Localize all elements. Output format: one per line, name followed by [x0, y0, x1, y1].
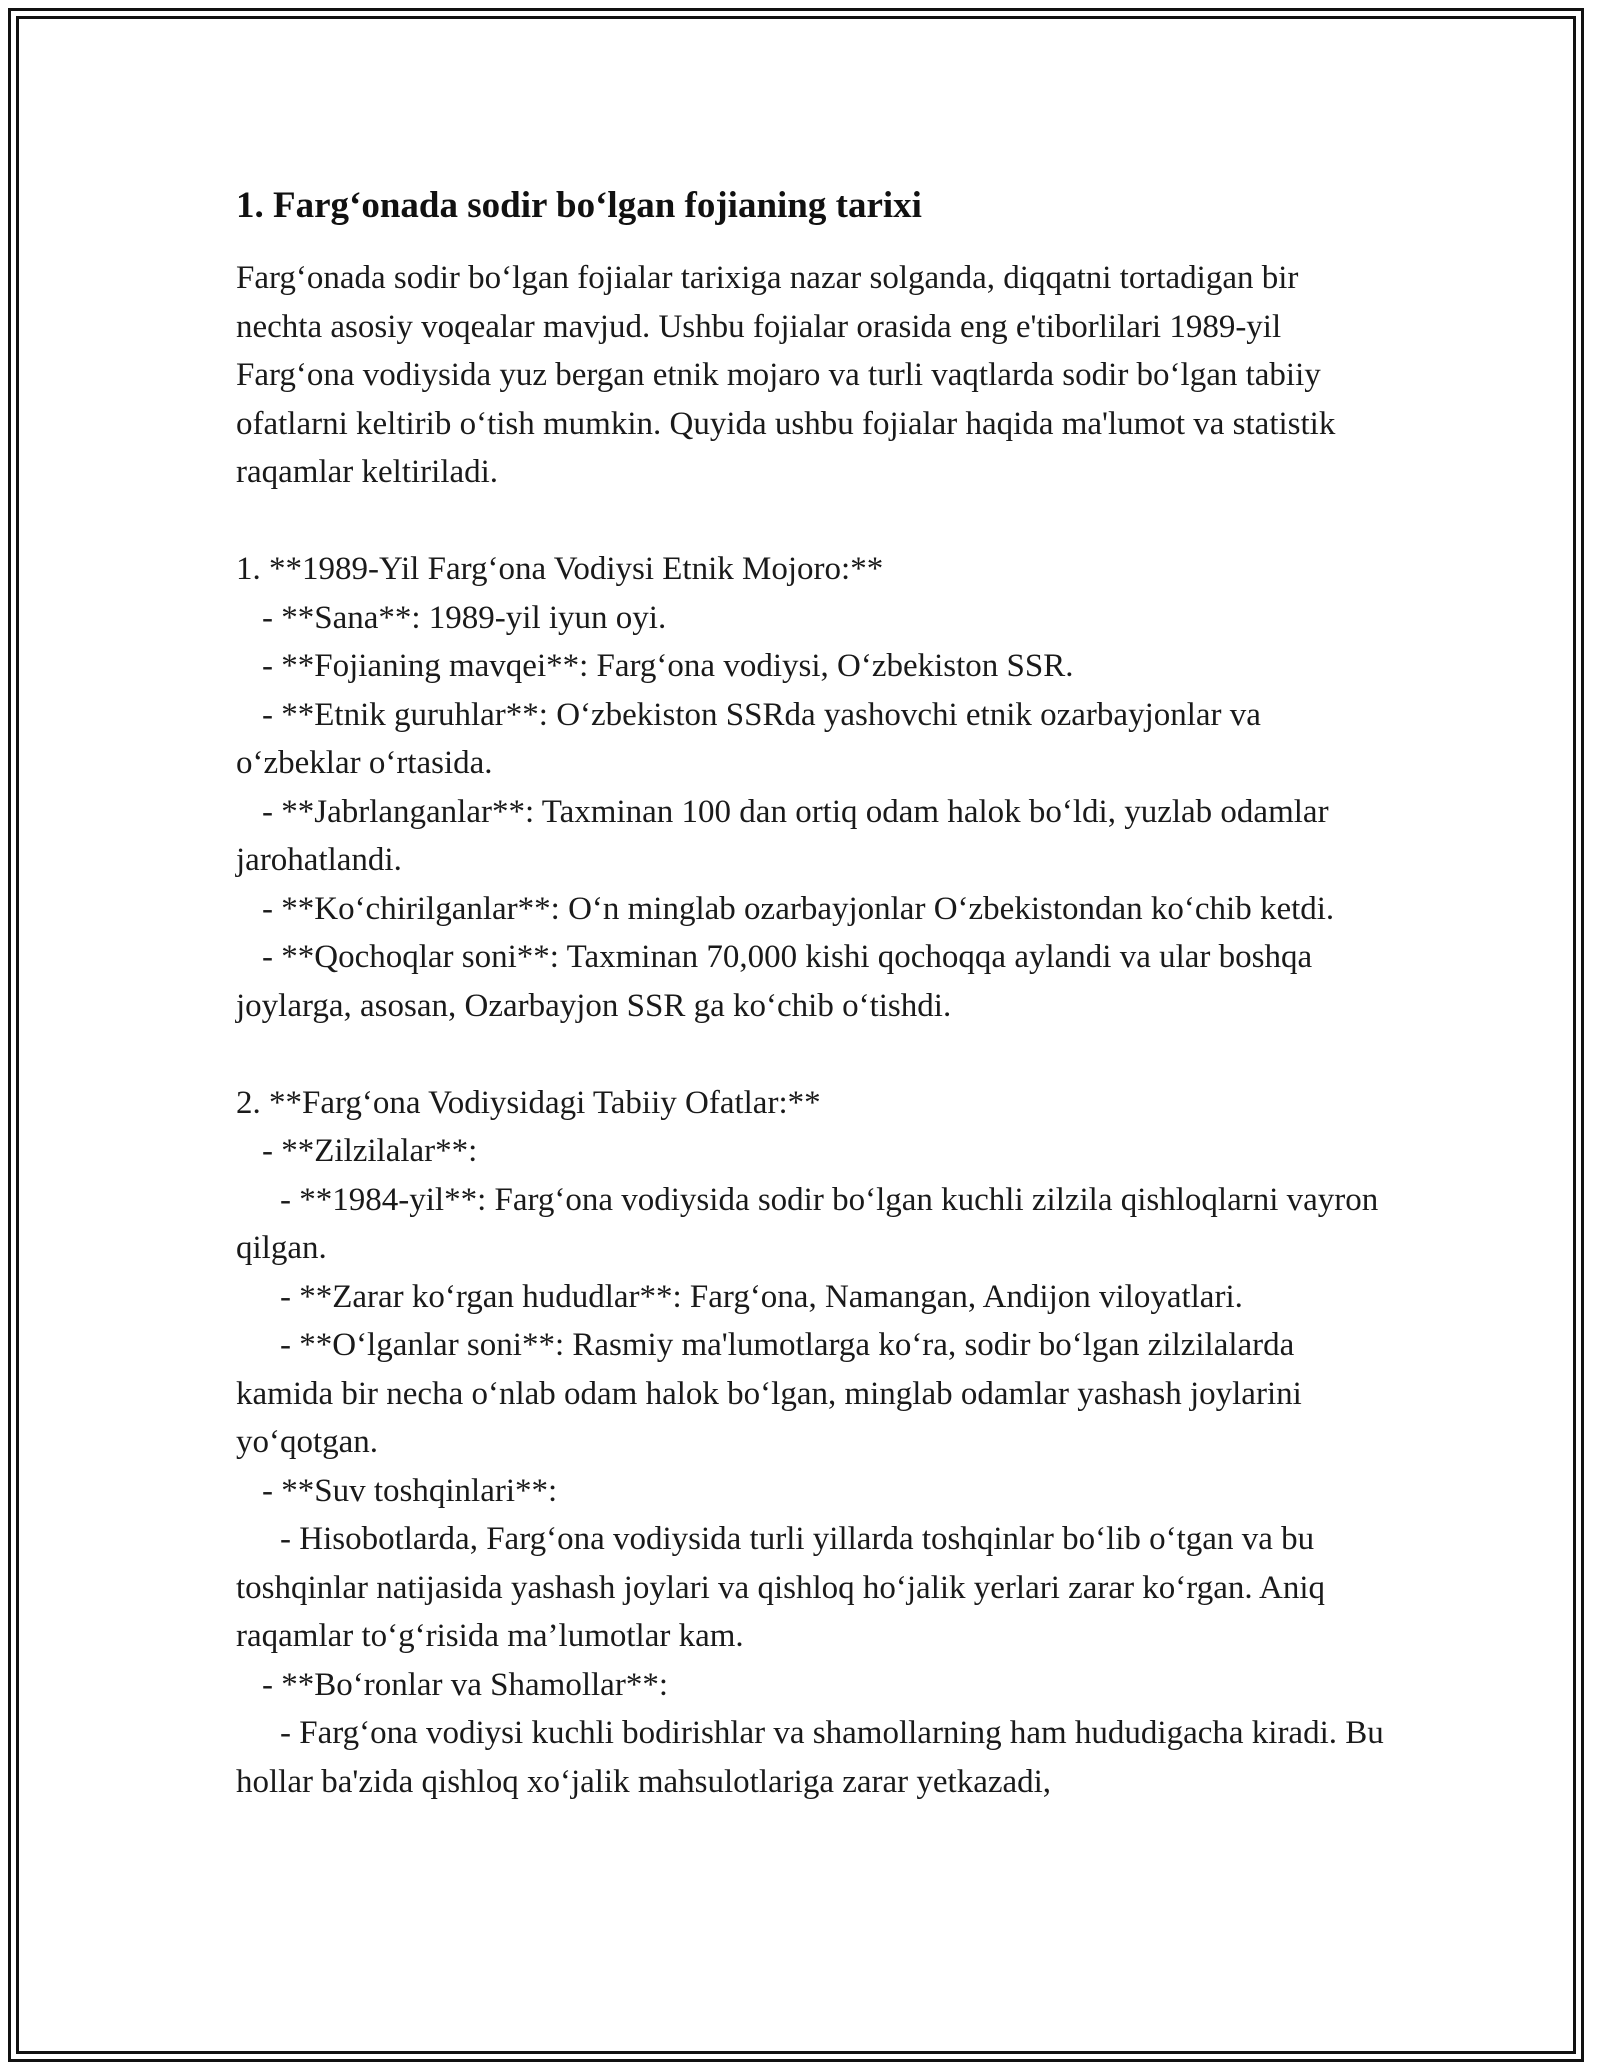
list-subitem: - **O‘lganlar soni**: Rasmiy ma'lumotlarga ko‘ra, sodir bo‘lgan zilzilalarda kamida bir necha o‘nlab odam halok bo‘lgan, minglab odamlar yashash joylarini yo‘qotgan.: [236, 1327, 1302, 1460]
section-natural-disasters: [236, 1079, 1386, 1807]
list-item: - **Suv toshqinlari**:: [262, 1472, 558, 1509]
list-item: - **Zilzilalar**:: [262, 1133, 478, 1169]
list-subitem: - **1984-yil**: Farg‘ona vodiysida sodir bo‘lgan kuchli zilzila qishloqlarni vayron qilgan.: [236, 1181, 1379, 1266]
document-title: 1. Farg‘onada sodir bo‘lgan fojianing tarixi: [236, 185, 922, 226]
list-item: - **Ko‘chirilganlar**: O‘n minglab ozarbayjonlar O‘zbekistondan ko‘chib ketdi.: [262, 890, 1335, 927]
list-item: - **Bo‘ronlar va Shamollar**:: [262, 1666, 668, 1703]
list-subitem: - Farg‘ona vodiysi kuchli bodirishlar va shamollarning ham hududigacha kiradi. Bu hollar ba'zida qishloq xo‘jalik mahsulotlariga zarar yetkazadi,: [236, 1715, 1384, 1800]
list-item: - **Qochoqlar soni**: Taxminan 70,000 kishi qochoqqa aylandi va ular boshqa joylarga, asosan, Ozarbayjon SSR ga ko‘chib o‘tishdi.: [236, 939, 1313, 1024]
section-1989-conflict: [236, 545, 1386, 1030]
spacer: [236, 1030, 1386, 1079]
list-item: - **Fojianing mavqei**: Farg‘ona vodiysi, O‘zbekiston SSR.: [262, 648, 1074, 684]
list-item: - **Jabrlanganlar**: Taxminan 100 dan ortiq odam halok bo‘ldi, yuzlab odamlar jarohatlandi.: [236, 793, 1329, 878]
spacer: [236, 497, 1386, 546]
list-subitem: - Hisobotlarda, Farg‘ona vodiysida turli yillarda toshqinlar bo‘lib o‘tgan va bu toshqinlar natijasida yashash joylari va qishloq ho‘jalik yerlari zarar ko‘rgan. Aniq raqamlar to‘g‘risida ma’lumotlar kam.: [236, 1521, 1326, 1654]
list-subitem: - **Zarar ko‘rgan hududlar**: Farg‘ona, Namangan, Andijon viloyatlari.: [280, 1278, 1243, 1315]
list-item: - **Sana**: 1989-yil iyun oyi.: [262, 599, 667, 636]
intro-paragraph: Farg‘onada sodir bo‘lgan fojialar tarixiga nazar solganda, diqqatni tortadigan bir nechta asosiy voqealar mavjud. Ushbu fojialar orasida eng e'tiborlilari 1989-yil Farg‘ona vodiysida yuz bergan etnik mojaro va turli vaqtlarda sodir bo‘lgan tabiiy ofatlarni keltirib o‘tish mumkin. Quyida ushbu fojialar haqida ma'lumot va statistik raqamlar keltiriladi.: [236, 260, 1336, 490]
section-heading: 1. **1989-Yil Farg‘ona Vodiysi Etnik Mojoro:**: [236, 551, 884, 587]
document-body: [236, 182, 1386, 1806]
list-item: - **Etnik guruhlar**: O‘zbekiston SSRda yashovchi etnik ozarbayjonlar va o‘zbeklar o‘rtasida.: [236, 696, 1261, 781]
section-heading: 2. **Farg‘ona Vodiysidagi Tabiiy Ofatlar:**: [236, 1084, 821, 1121]
